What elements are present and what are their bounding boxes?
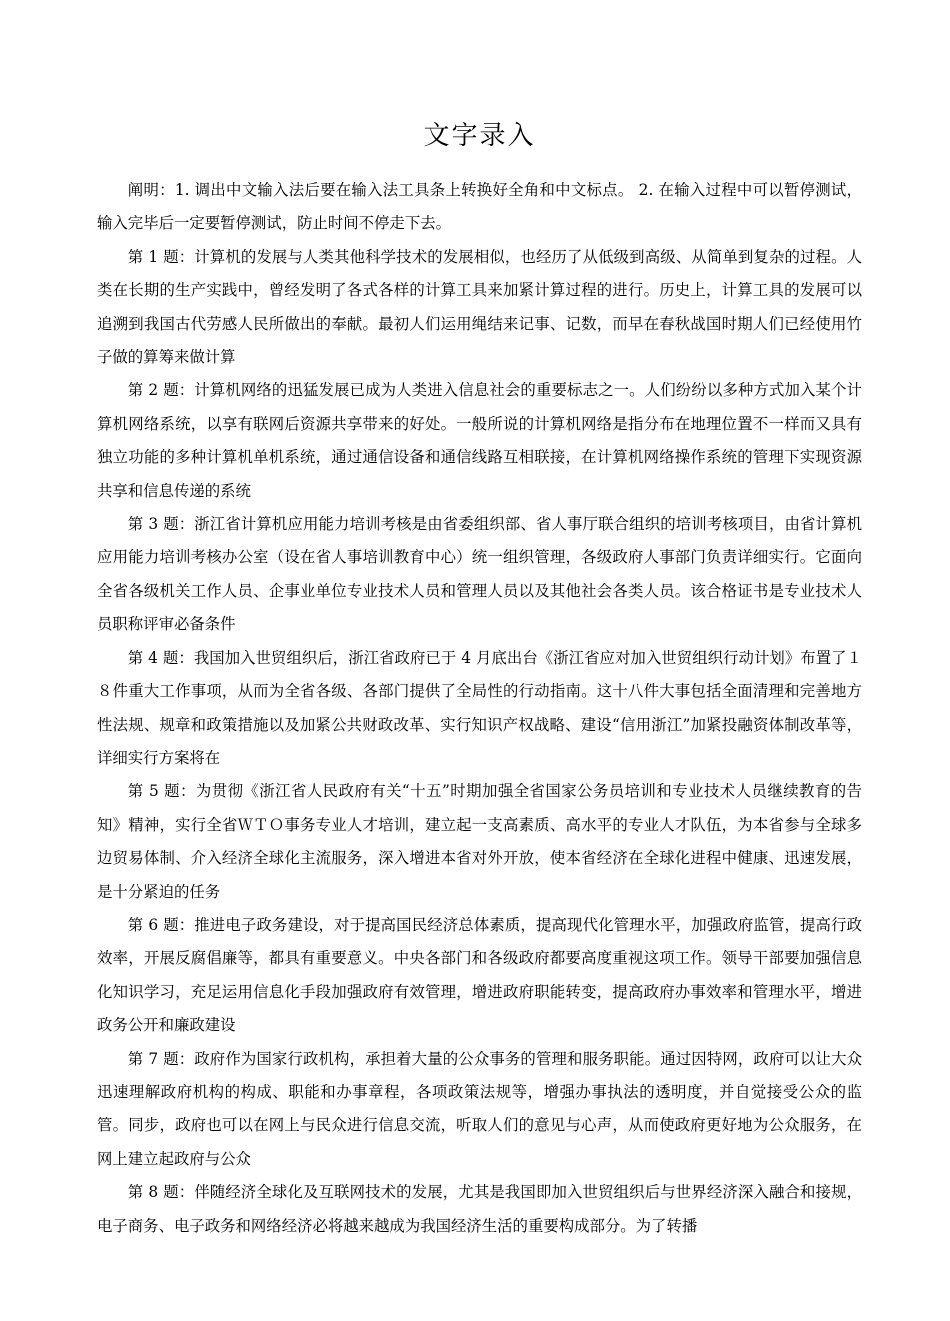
- question-3: [97, 508, 862, 642]
- intro-paragraph: [97, 174, 862, 241]
- question-label: 第 1 题：: [127, 247, 195, 266]
- question-label: 第 4 题：: [127, 648, 194, 667]
- question-text: 推进电子政务建设，对于提高国民经济总体素质，提高现代化管理水平，加强政府监管，提高行政效率，开展反腐倡廉等，都具有重要意义。中央各部门和各级政府都要高度重视这项工作。领导干部要加强信息化知识学习，充足运用信息化手段加强政府有效管理，增进政府职能转变，提高政府办事效率和管理水平，增进政务公开和廉政建设: [97, 915, 862, 1035]
- question-label: 第 6 题：: [127, 915, 195, 934]
- question-text: 伴随经济全球化及互联网技术的发展，尤其是我国即加入世贸组织后与世界经济深入融合和接规，电子商务、电子政务和网络经济必将越来越成为我国经济生活的重要构成部分。为了转播: [97, 1183, 862, 1235]
- question-label: 第 3 题：: [127, 515, 195, 534]
- question-text: 计算机的发展与人类其他科学技术的发展相似，也经历了从低级到高级、从简单到复杂的过程。人类在长期的生产实践中，曾经发明了各式各样的计算工具来加紧计算过程的进行。历史上，计算工具的发展可以追溯到我国古代劳感人民所做出的奉献。最初人们运用绳结来记事、记数，而早在春秋战国时期人们已经使用竹子做的算筹来做计算: [97, 247, 862, 367]
- page-title: 文字录入: [423, 121, 536, 151]
- intro-label: 阐明：: [127, 181, 175, 199]
- question-label: 第 7 题：: [127, 1049, 195, 1068]
- question-8: [97, 1176, 862, 1243]
- question-2: [97, 374, 862, 508]
- question-text: 我国加入世贸组织后，浙江省政府已于 4 月底出台《浙江省应对加入世贸组织行动计划》布置了１８件重大工作事项，从而为全省各级、各部门提供了全局性的行动指南。这十八件大事包括全面清理和完善地方性法规、规章和政策措施以及加紧公共财政改革、实行知识产权战略、建设“信用浙江”加紧投融资体制改革等，详细实行方案将在: [97, 648, 863, 767]
- question-6: [97, 909, 862, 1043]
- question-label: 第 8 题：: [127, 1183, 195, 1202]
- question-1: [97, 241, 862, 375]
- question-7: [97, 1043, 862, 1177]
- question-label: 第 2 题：: [127, 381, 195, 400]
- question-text: 浙江省计算机应用能力培训考核是由省委组织部、省人事厅联合组织的培训考核项目，由省计算机应用能力培训考核办公室（设在省人事培训教育中心）统一组织管理，各级政府人事部门负责详细实行。它面向全省各级机关工作人员、企事业单位专业技术人员和管理人员以及其他社会各类人员。该合格证书是专业技术人员职称评审必备条件: [97, 515, 862, 634]
- question-label: 第 5 题：: [127, 782, 196, 801]
- intro-text: 1. 调出中文输入法后要在输入法工具条上转换好全角和中文标点。 2. 在输入过程中可以暂停测试，输入完毕后一定要暂停测试，防止时间不停走下去。: [97, 181, 862, 233]
- question-text: 政府作为国家行政机构，承担着大量的公众事务的管理和服务职能。通过因特网，政府可以让大众迅速理解政府机构的构成、职能和办事章程，各项政策法规等，增强办事执法的透明度，并自觉接受公众的监管。同步，政府也可以在网上与民众进行信息交流，听取人们的意见与心声，从而使政府更好地为公众服务，在网上建立起政府与公众: [97, 1049, 862, 1168]
- question-text: 为贯彻《浙江省人民政府有关“十五”时期加强全省国家公务员培训和专业技术人员继续教育的告知》精神，实行全省ＷＴＯ事务专业人才培训，建立起一支高素质、高水平的专业人才队伍，为本省参与全球多边贸易体制、介入经济全球化主流服务，深入增进本省对外开放，使本省经济在全球化进程中健康、迅速发展，是十分紧迫的任务: [97, 782, 862, 901]
- question-4: [97, 642, 862, 776]
- question-text: 计算机网络的迅猛发展已成为人类进入信息社会的重要标志之一。人们纷纷以多种方式加入某个计算机网络系统，以享有联网后资源共享带来的好处。一般所说的计算机网络是指分布在地理位置不一样而又具有独立功能的多种计算机单机系统，通过通信设备和通信线路互相联接，在计算机网络操作系统的管理下实现资源共享和信息传递的系统: [97, 381, 862, 500]
- question-5: [97, 775, 862, 909]
